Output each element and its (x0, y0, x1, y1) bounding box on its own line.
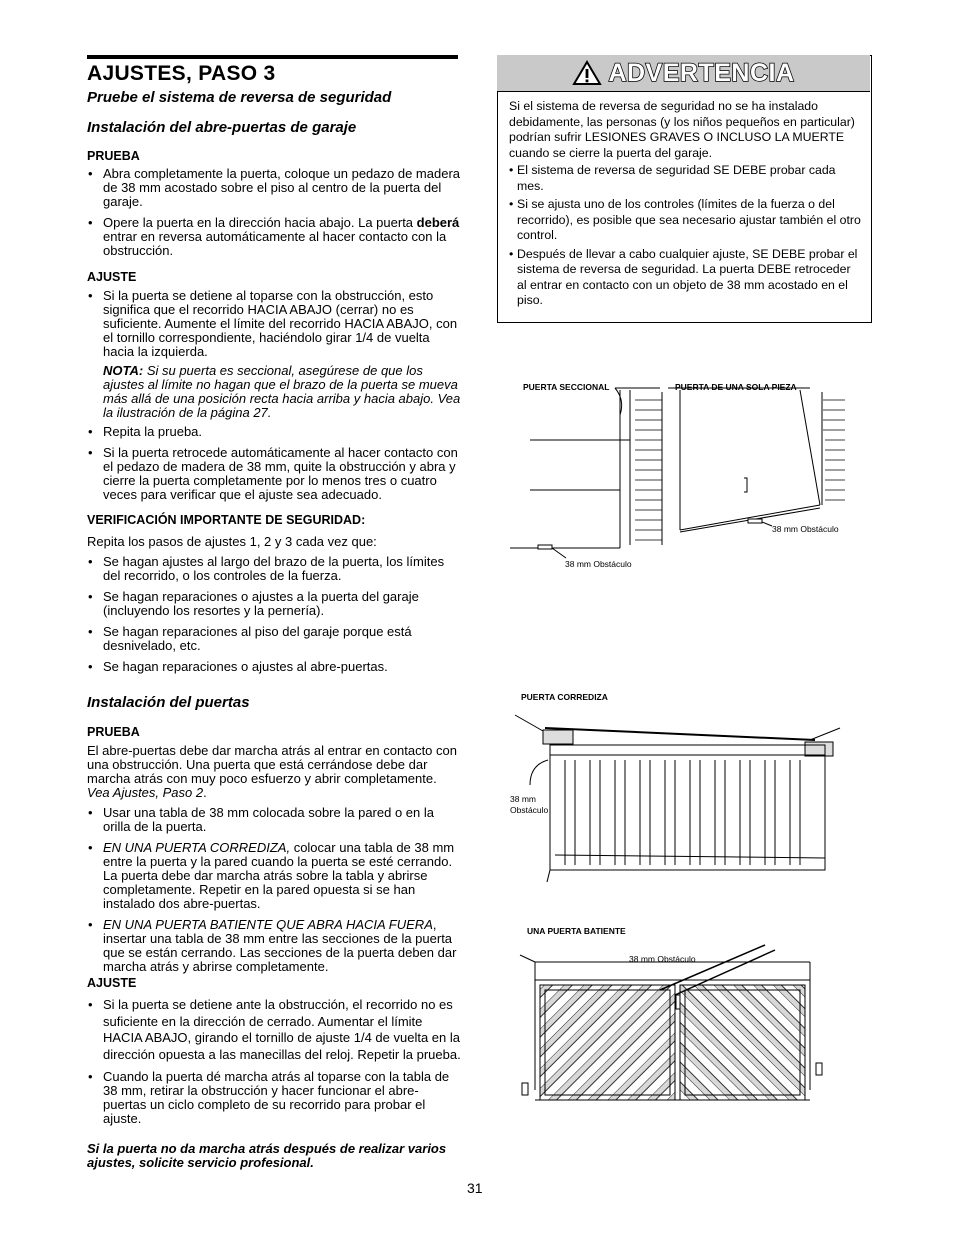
garage-test-label: PRUEBA (87, 149, 140, 163)
warning-body (509, 99, 862, 312)
fig-label-swing: UNA PUERTA BATIENTE (527, 926, 626, 936)
fig-sliding-obstacle-l2: Obstáculo (510, 805, 549, 815)
garage-section-heading: Instalación del abre-puertas de garaje (87, 119, 357, 136)
warning-list (509, 163, 862, 309)
gates-section-heading: Instalación del puertas (87, 694, 250, 711)
list-item: • Se hagan reparaciones al piso del garaje porque está desnivelado, etc. (87, 625, 462, 653)
list-item: • Abra completamente la puerta, coloque un pedazo de madera de 38 mm acostado sobre el piso al centro de la puerta del garaje. (87, 167, 462, 209)
list-item: • Repita la prueba. (87, 425, 462, 439)
garage-adjust-list (87, 289, 462, 366)
list-item: • Se hagan ajustes al largo del brazo de la puerta, los límites del recorrido, o los controles de la fuerza. (87, 555, 462, 583)
gates-adjust-list (87, 997, 462, 1133)
fig-obstacle-label-1: 38 mm Obstáculo (772, 524, 839, 534)
fig-swing-obstacle: 38 mm Obstáculo (629, 954, 696, 964)
sliding-gate-illustration (505, 700, 850, 890)
list-item: • EN UNA PUERTA BATIENTE QUE ABRA HACIA FUERA, insertar una tabla de 38 mm entre las secciones de la puerta que se están cerrando. Las secciones de la puerta deben dar marcha atrás y abrirse completamente. (87, 918, 462, 974)
page-number: 31 (467, 1180, 483, 1196)
list-item: • El sistema de reversa de seguridad SE DEBE probar cada mes. (509, 163, 862, 194)
list-item: • Si la puerta retrocede automáticamente al hacer contacto con el pedazo de madera de 38 mm, quite la obstrucción y abra y cierre la puerta completamente por lo menos tres o cuatro veces para verificar que el ajuste sea adecuado. (87, 446, 462, 502)
garage-test-list (87, 167, 462, 265)
warning-header (497, 55, 870, 92)
list-item: • Cuando la puerta dé marcha atrás al toparse con la tabla de 38 mm, retirar la obstrucción y hacer funcionar el abre-puertas un ciclo completo de su recorrido para probar el ajuste. (87, 1070, 462, 1126)
list-item: • Después de llevar a cabo cualquier ajuste, SE DEBE probar el sistema de reversa de seguridad. La puerta DEBE retroceder al entrar en contacto con un objeto de 38 mm acostado en el piso. (509, 247, 862, 309)
list-item: • Si se ajusta uno de los controles (límites de la fuerza o del recorrido), es posible que sea necesario ajustar también el otro control. (509, 197, 862, 244)
warning-title: ADVERTENCIA (608, 58, 795, 87)
warning-intro: Si el sistema de reversa de seguridad no se ha instalado debidamente, las personas (y los niños pequeños en particular) podrían sufrir LESIONES GRAVES O INCLUSO LA MUERTE cuando se cierre la puerta del garaje. (509, 99, 855, 160)
list-item: • Se hagan reparaciones o ajustes al abre-puertas. (87, 660, 462, 674)
list-item: • Opere la puerta en la dirección hacia abajo. La puerta deberá entrar en reversa automáticamente al hacer contacto con la obstrucción. (87, 216, 462, 258)
gates-test-intro: El abre-puertas debe dar marcha atrás al entrar en contacto con una obstrucción. Una puerta que está cerrándose debe dar marcha atrás con muy poco esfuerzo y abrir completamente. Vea Ajustes, Paso 2. (87, 743, 457, 800)
verify-list (87, 555, 462, 681)
fig-label-one-piece: PUERTA DE UNA SOLA PIEZA (675, 382, 797, 392)
page-subtitle: Pruebe el sistema de reversa de seguridad (87, 89, 392, 106)
fig-label-sliding: PUERTA CORREDIZA (521, 692, 608, 702)
warning-triangle-icon (572, 60, 602, 86)
gates-test-list (87, 806, 462, 981)
garage-adjust-list-2 (87, 425, 462, 509)
gates-test-label: PRUEBA (87, 725, 140, 739)
verify-label: VERIFICACIÓN IMPORTANTE DE SEGURIDAD: (87, 513, 366, 527)
header-rule (87, 55, 458, 59)
list-item: • EN UNA PUERTA CORREDIZA, colocar una tabla de 38 mm entre la puerta y la pared cuando la puerta se esté cerrando. La puerta debe dar marcha atrás sobre la tabla y abrirse completamente. Repetir en la pared opuesta si se han instalado dos abre-puertas. (87, 841, 462, 911)
fig-obstacle-label-2: 38 mm Obstáculo (565, 559, 632, 569)
fig-label-sectional: PUERTA SECCIONAL (523, 382, 610, 392)
list-item: • Usar una tabla de 38 mm colocada sobre la pared o en la orilla de la puerta. (87, 806, 462, 834)
garage-adjust-label: AJUSTE (87, 270, 137, 284)
final-note: Si la puerta no da marcha atrás después de realizar varios ajustes, solicite servicio profesional. (87, 1141, 447, 1170)
gates-adjust-label: AJUSTE (87, 976, 137, 990)
page-title: AJUSTES, PASO 3 (87, 62, 276, 85)
note: NOTA: Si su puerta es seccional, asegúrese de que los ajustes al límite no hagan que el brazo de la puerta se mueva más allá de una posición recta hacia arriba y hacia abajo. Vea la ilustración de la página 27. (103, 363, 461, 420)
garage-doors-illustration (500, 380, 860, 580)
list-item: • Si la puerta se detiene ante la obstrucción, el recorrido no es suficiente en la dirección de cerrado. Aumentar el límite HACIA ABAJO, girando el tornillo de ajuste 1/4 de vuelta en la dirección opuesta a las manecillas del reloj. Repetir la prueba. (87, 997, 462, 1063)
fig-sliding-obstacle-l1: 38 mm (510, 794, 536, 804)
swing-gate-illustration (510, 940, 855, 1140)
list-item: • Se hagan reparaciones o ajustes a la puerta del garaje (incluyendo los resortes y la pernería). (87, 590, 462, 618)
list-item: • Si la puerta se detiene al toparse con la obstrucción, esto significa que el recorrido HACIA ABAJO (cerrar) no es suficiente. Aumente el límite del recorrido HACIA ABAJO, con el tornillo correspondiente, haciéndolo girar 1/4 de vuelta hacia la izquierda. (87, 289, 462, 359)
verify-intro: Repita los pasos de ajustes 1, 2 y 3 cada vez que: (87, 534, 377, 549)
